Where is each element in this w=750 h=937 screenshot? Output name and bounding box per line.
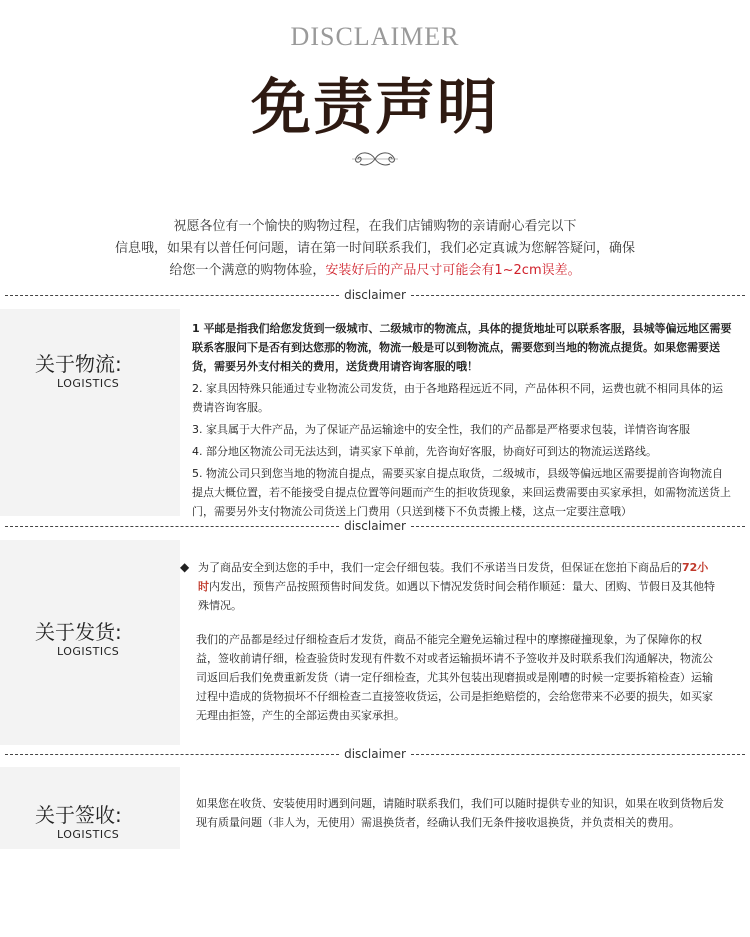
disclaimer-heading-en: DISCLAIMER [290,22,460,51]
intro-line [0,260,750,282]
receipt-paragraph: 如果您在收货、安装使用时遇到问题，请随时联系我们，我们可以随时提供专业的知识，如果在收到货物后发现有质量问题（非人为，无使用）需退换货者，经确认我们无条件接收退换货，并负责相关的费用。 [196,797,724,829]
section-divider [5,518,745,534]
dashed-line [411,754,745,755]
dashed-line [411,295,745,296]
receipt-subtitle: LOGISTICS [57,828,120,841]
dashed-line [5,754,339,755]
shipping-inspection-paragraph: 我们的产品都是经过仔细检查后才发货，商品不能完全避免运输过程中的摩擦碰撞现象，为了保障你的权益，签收前请仔细，检查验货时发现有件数不对或者运输损坏请不予签收并及时联系我们沟通解决，物流公司返回后我们免费重新发货（请一定仔细检查，尤其外包装出现磨损或是刚嘈的时候一定要拆箱检查）运输过程中造成的货物损坏不仔细检查二直接签收货运，公司是拒绝赔偿的，会给您带来不必要的损失，如买家无理由拒签，产生的全部运费由买家承担。 [196,633,713,722]
logistics-subtitle: LOGISTICS [57,377,120,390]
logistics-item: 5. 物流公司只到您当地的物流自提点，需要买家自提点取货，二级城市，县级等偏远地区需要提前咨询物流自提点大概位置，若不能接受自提点位置等问题而产生的拒收货现象，来回运费需要由买家承担，如需物流送货上门，需要另外支付物流公司货送上门费用（只送到楼下不负责搬上楼，这点一定要注意哦） [192,467,731,518]
dashed-line [5,526,339,527]
logistics-item: 3. 家具属于大件产品，为了保证产品运输途中的安全性，我们的产品都是严格要求包装，详情咨询客服 [192,423,690,436]
section-divider [5,746,745,762]
receipt-title: 关于签收: [35,803,122,827]
shipping-heading [35,620,122,660]
logistics-section [0,309,750,516]
shipping-inspection-text [196,630,718,725]
intro-line: 祝愿各位有一个愉快的购物过程，在我们店铺购物的亲请耐心看完以下 [173,219,577,234]
size-error-warning: 安装好后的产品尺寸可能会有1~2cm误差。 [325,263,581,278]
shipping-title: 关于发货: [35,620,122,644]
72-hour-highlight: 72小时 [198,561,709,593]
shipping-section [0,540,750,745]
logistics-item: 1 平邮是指我们给您发货到一级城市、二级城市的物流点，具体的提货地址可以联系客服，县城等偏远地区需要联系客服问下是否有到达您那的物流，物流一般是可以到物流点，需要您到当地的物流点提货。如果您需要送货，需要另外支付相关的费用，送货费用请咨询客服的哦！ [192,322,732,373]
intro-line-text: 给您一个满意的购物体验， [169,263,326,278]
logistics-item: 2. 家具因特殊只能通过专业物流公司发货，由于各地路程远近不同，产品体积不同，运费也就不相同具体的运费请咨询客服。 [192,382,723,414]
disclaimer-heading-cn: 免责声明 [251,73,499,143]
shipping-notice [180,558,718,615]
divider-label: disclaimer [344,519,406,533]
diamond-bullet-icon: ◆ [180,560,190,574]
divider-label: disclaimer [344,288,406,302]
dashed-line [411,526,745,527]
shipping-notice-part: 为了商品安全到达您的手中，我们一定会仔细包装。我们不承诺当日发货，但保证在您拍下商品后的 [198,561,682,574]
shipping-subtitle: LOGISTICS [57,645,120,658]
receipt-text [196,794,724,832]
shipping-notice-text [198,558,718,615]
flourish-ornament-icon [350,148,400,170]
receipt-heading [35,803,122,843]
divider-label: disclaimer [344,747,406,761]
logistics-text [192,319,732,521]
logistics-heading [35,352,122,392]
intro-line: 信息哦，如果有以普任何问题，请在第一时间联系我们，我们必定真诚为您解答疑问，确保 [114,241,635,256]
logistics-item: 4. 部分地区物流公司无法达到，请买家下单前，先咨询好客服，协商好可到达的物流运送路线。 [192,445,657,458]
receipt-section [0,767,750,849]
shipping-notice-part: 内发出，预售产品按照预售时间发货。如遇以下情况发货时间会稍作顺延：量大、团购、节假日及其他特殊情况。 [198,580,715,612]
intro-text [0,216,750,282]
logistics-title: 关于物流: [35,352,122,376]
dashed-line [5,295,339,296]
section-divider [5,287,745,303]
